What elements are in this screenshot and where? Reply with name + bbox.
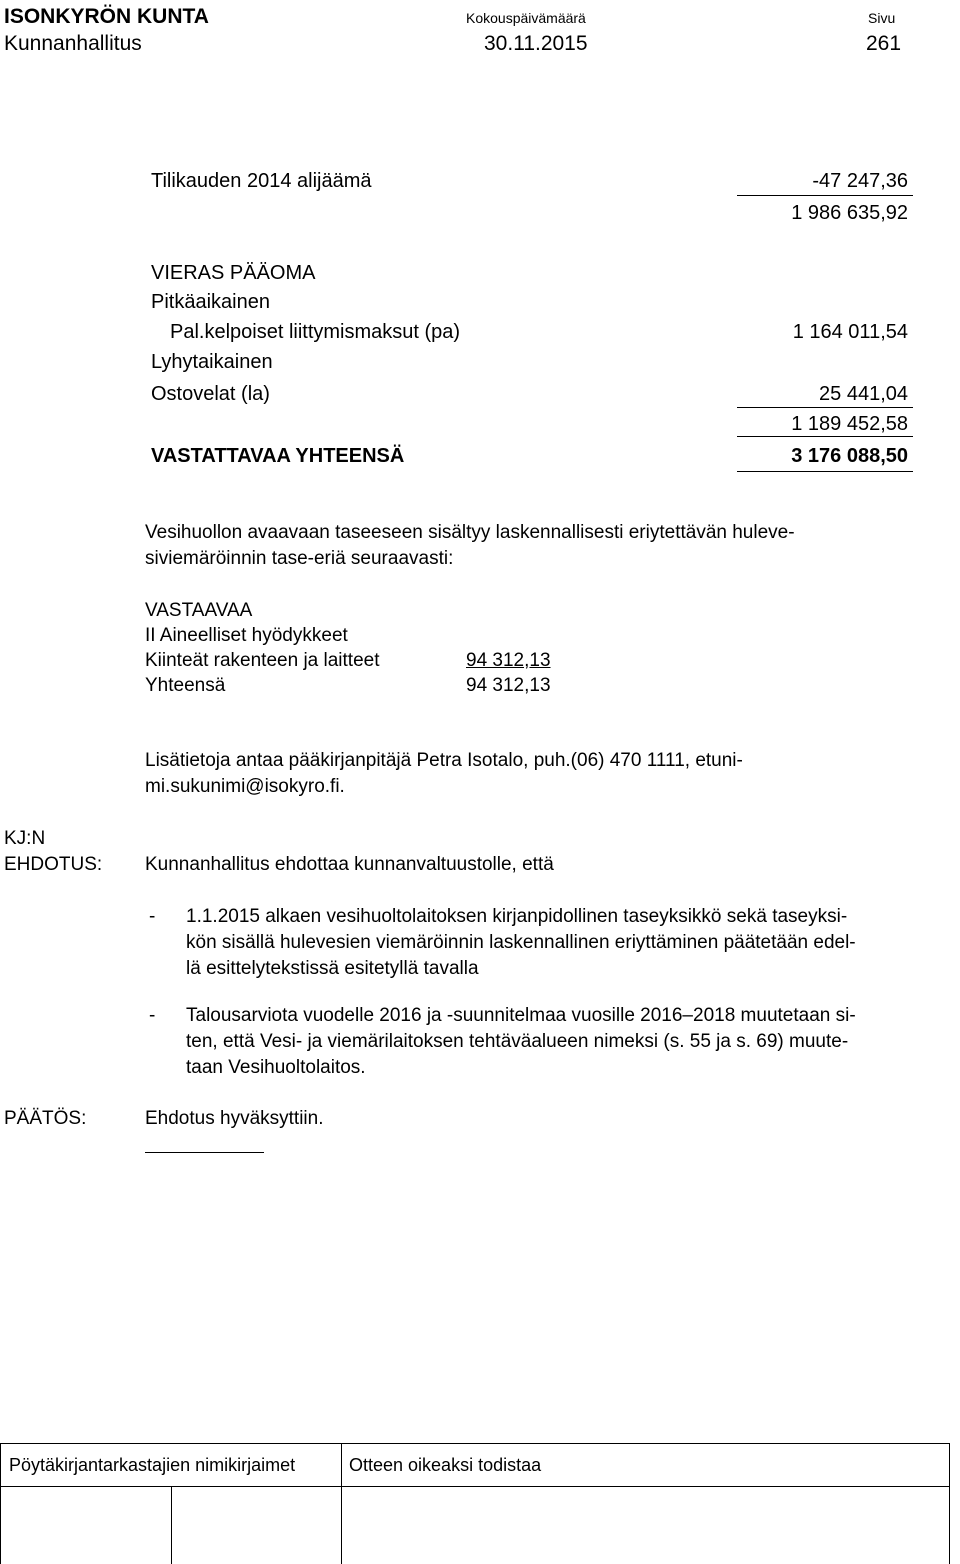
proposal-item-line: taan Vesihuoltolaitos.	[186, 1057, 366, 1078]
page-label: Sivu	[868, 10, 896, 26]
decision-text: Ehdotus hyväksyttiin.	[145, 1108, 324, 1129]
assets-block	[145, 598, 380, 698]
contact-line: mi.sukunimi@isokyro.fi.	[145, 776, 345, 797]
foreign-total: 1 189 452,58	[791, 413, 908, 435]
stormwater-intro	[145, 520, 795, 572]
grand-total-label: VASTATTAVAA YHTEENSÄ	[151, 445, 405, 467]
end-rule	[145, 1152, 264, 1153]
date-label: Kokouspäivämäärä	[466, 10, 586, 26]
proposal-label-line: EHDOTUS:	[4, 854, 103, 875]
long-term-heading: Pitkäaikainen	[151, 291, 270, 313]
proposal-item-line: ten, että Vesi- ja viemärilaitoksen tehtäväalueen nimeksi (s. 55 ja s. 69) muute-	[186, 1031, 849, 1052]
subtotal-rule	[737, 407, 913, 408]
assets-heading: VASTAAVAA	[145, 600, 253, 621]
proposal-item-2	[186, 1003, 856, 1081]
stormwater-intro-line: Vesihuollon avaavaan taseeseen sisältyy laskennallisesti eriytettävän huleve-	[145, 522, 795, 543]
municipality-name: ISONKYRÖN KUNTA	[4, 5, 209, 28]
proposal-label-line: KJ:N	[4, 828, 46, 849]
subtotal-rule	[737, 195, 913, 196]
deficit-value: -47 247,36	[812, 170, 908, 192]
connection-fees-label: Pal.kelpoiset liittymismaksut (pa)	[170, 321, 461, 343]
meeting-date: 30.11.2015	[484, 32, 588, 55]
connection-fees-value: 1 164 011,54	[792, 321, 908, 343]
structures-value: 94 312,13	[466, 650, 551, 671]
subtotal-rule	[737, 436, 913, 437]
stormwater-intro-line: siviemäröinnin tase-eriä seuraavasti:	[145, 548, 454, 569]
decision-label: PÄÄTÖS:	[4, 1108, 87, 1129]
grand-total-value: 3 176 088,50	[791, 445, 908, 467]
initials-cell-2[interactable]	[172, 1487, 341, 1564]
contact-line: Lisätietoja antaa pääkirjanpitäjä Petra Isotalo, puh.(06) 470 1111, etuni-	[145, 750, 743, 771]
table-border	[0, 1443, 950, 1444]
proposal-item-line: Talousarviota vuodelle 2016 ja -suunnitelmaa vuosille 2016–2018 muutetaan si-	[186, 1005, 856, 1026]
proposal-item-1	[186, 904, 856, 982]
proposal-item-line: lä esittelytekstissä esitetyllä tavalla	[186, 958, 479, 979]
page-number: 261	[866, 32, 902, 55]
proposal-item-line: kön sisällä hulevesien viemäröinnin laskennallinen eriyttäminen päätetään edel-	[186, 932, 856, 953]
stormwater-total-value: 94 312,13	[466, 675, 551, 696]
contact-info	[145, 748, 743, 800]
table-border	[949, 1443, 950, 1564]
list-bullet: -	[149, 906, 156, 927]
total-rule	[737, 471, 913, 472]
proposal-item-line: 1.1.2015 alkaen vesihuoltolaitoksen kirjanpidollinen taseyksikkö sekä taseyksi-	[186, 906, 848, 927]
signature-table	[0, 1443, 950, 1564]
equity-total: 1 986 635,92	[791, 202, 908, 224]
structures-label: Kiinteät rakenteen ja laitteet	[145, 650, 380, 671]
body-name: Kunnanhallitus	[4, 32, 142, 55]
tangible-assets-heading: II Aineelliset hyödykkeet	[145, 625, 348, 646]
stormwater-total-label: Yhteensä	[145, 675, 226, 696]
initials-cell-1[interactable]	[1, 1487, 171, 1564]
proposal-label	[4, 826, 102, 878]
foreign-capital-heading: VIERAS PÄÄOMA	[151, 262, 316, 284]
initials-label: Pöytäkirjantarkastajien nimikirjaimet	[9, 1455, 296, 1475]
deficit-label: Tilikauden 2014 alijäämä	[151, 170, 372, 192]
certified-label: Otteen oikeaksi todistaa	[349, 1455, 542, 1475]
payables-label: Ostovelat (la)	[151, 383, 270, 405]
short-term-heading: Lyhytaikainen	[151, 351, 273, 373]
payables-value: 25 441,04	[819, 383, 908, 405]
list-bullet: -	[149, 1005, 156, 1026]
proposal-intro: Kunnanhallitus ehdottaa kunnanvaltuustolle, että	[145, 854, 554, 875]
certification-cell[interactable]	[342, 1487, 949, 1564]
